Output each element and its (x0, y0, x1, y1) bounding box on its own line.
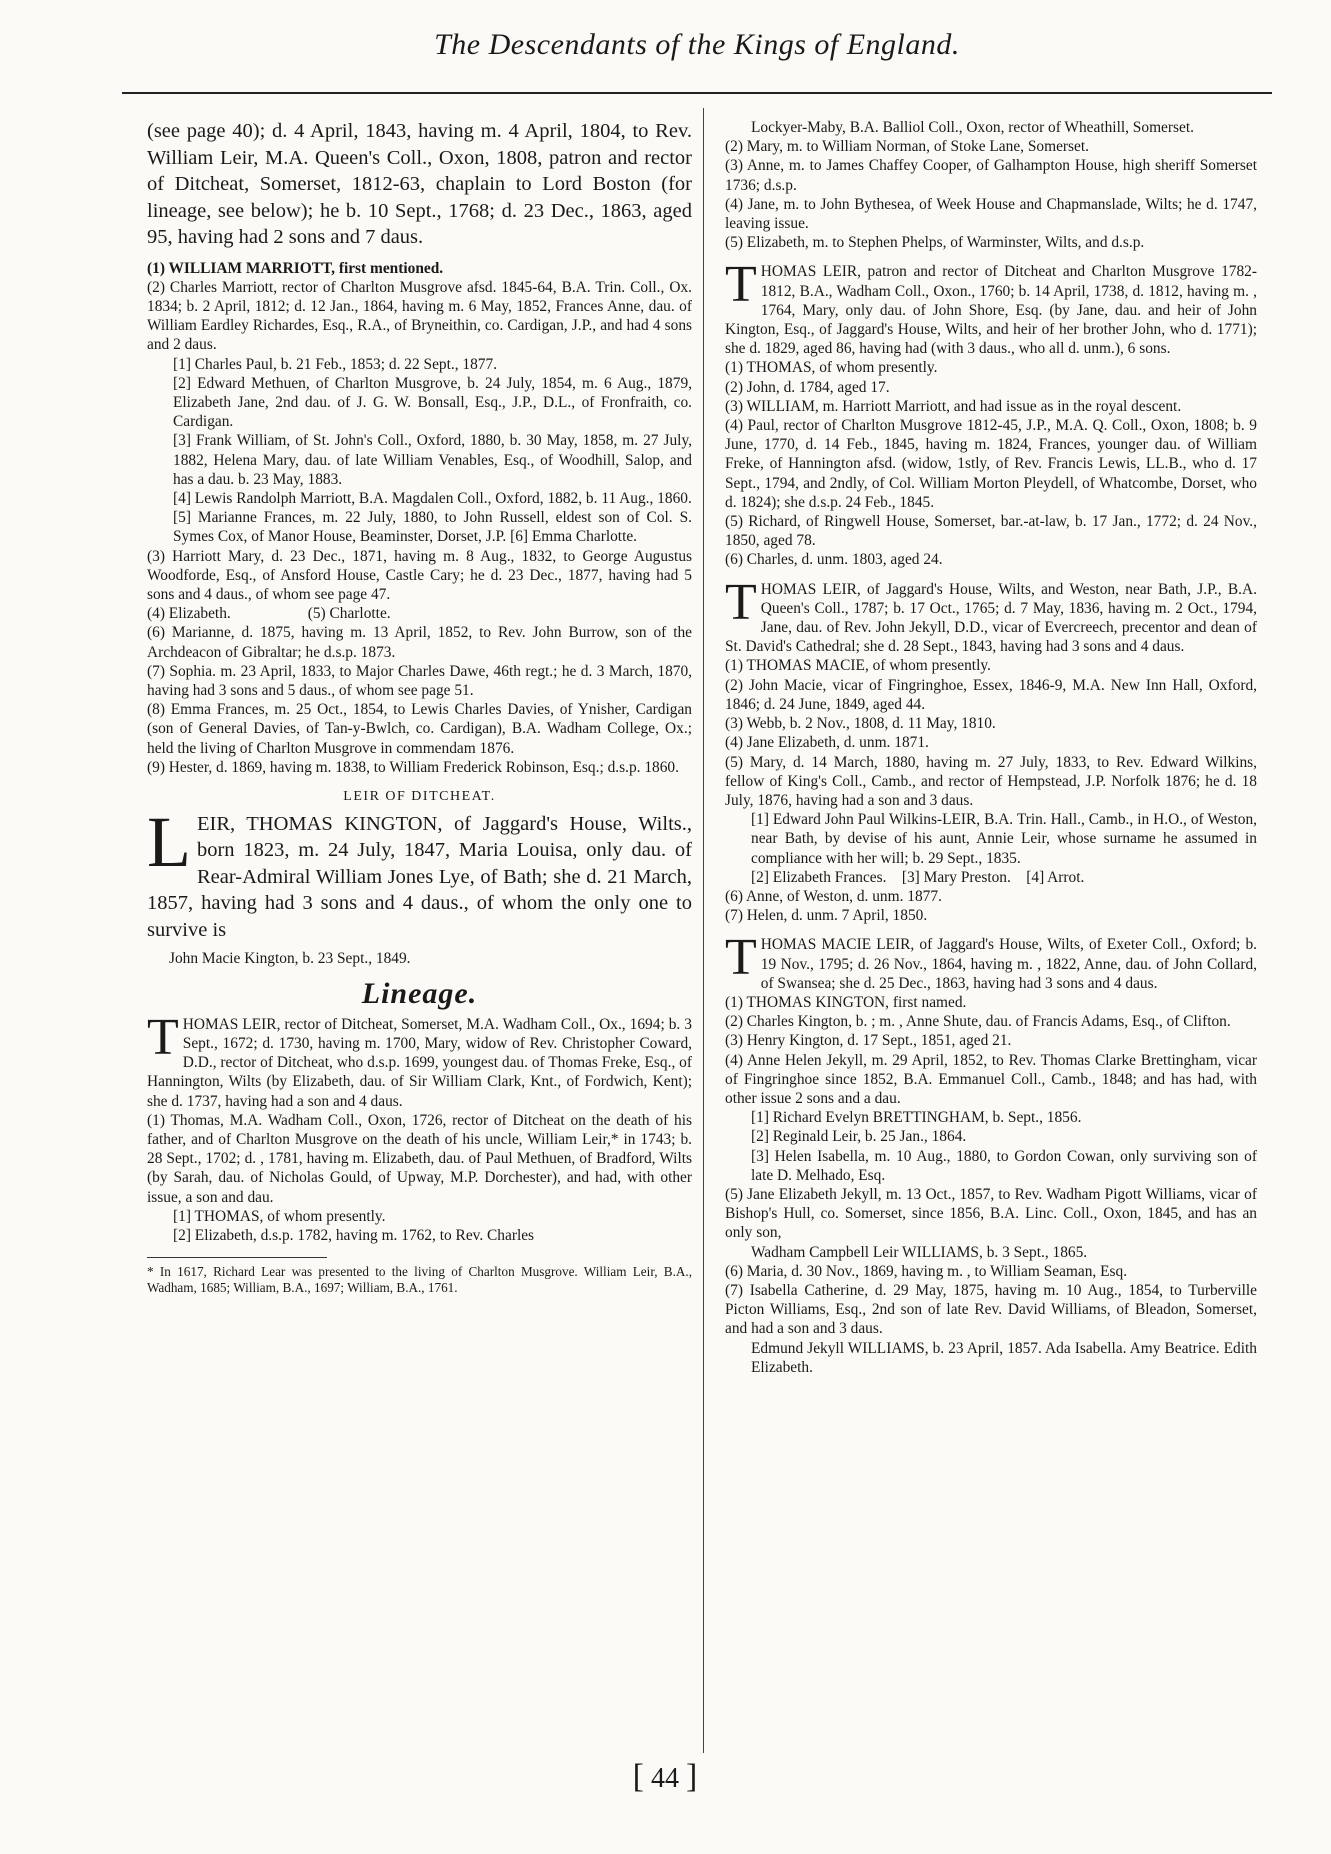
list-item: (1) WILLIAM MARRIOTT, first mentioned. (147, 259, 444, 277)
list-item: (2) Mary, m. to William Norman, of Stoke Lane, Somerset. (725, 138, 1089, 156)
list-item: (3) WILLIAM, m. Harriott Marriott, and had issue as in the royal descent. (725, 397, 1182, 415)
list-item: (5) Elizabeth, m. to Stephen Phelps, of Warminster, Wilts, and d.s.p. (725, 234, 1145, 252)
list-item: (3) Webb, b. 2 Nov., 1808, d. 11 May, 1810. (725, 715, 996, 733)
list-item: (5) Richard, of Ringwell House, Somerset, bar.-at-law, b. 17 Jan., 1772; d. 24 Nov., 1850, aged 78. (725, 513, 1257, 550)
list-item: [2] Edward Methuen, of Charlton Musgrove, b. 24 July, 1854, m. 6 Aug., 1879, Elizabeth Jane, 2nd dau. of J. G. W. Bonsall, Esq., J.P., D.L., of Fronfraith, co. Cardigan. (173, 374, 692, 431)
intro-paragraph: (see page 40); d. 4 April, 1843, having m. 4 April, 1804, to Rev. William Leir, M.A. Queen's Coll., Oxon, 1808, patron and rector of Ditcheat, Somerset, 1812-63, chaplain to Lord Boston (for lineage, see below); he b. 10 Sept., 1768; d. 23 Dec., 1863, aged 95, having had 2 sons and 7 daus. (147, 120, 692, 248)
list-item: Edmund Jekyll WILLIAMS, b. 23 April, 1857. Ada Isabella. Amy Beatrice. Edith Elizabeth. (751, 1339, 1257, 1376)
list-item: (2) Charles Marriott, rector of Charlton Musgrove afsd. 1845-64, B.A. Trin. Coll., Ox. 1834; b. 2 April, 1812; d. 12 Jan., 1864, having m. 6 May, 1852, Frances Anne, dau. of William Eardley Richardes, Esq., R.A., of Bryneithin, co. Cardigan, J.P., and had 4 sons and 2 daus. (147, 278, 692, 354)
bracket-right: ] (686, 1758, 698, 1795)
list-item: (4) Elizabeth. (5) Charlotte. (147, 605, 391, 623)
footnote: * In 1617, Richard Lear was presented to the living of Charlton Musgrove. William Leir, B.A., Wadham, 1685; William, B.A., 1697; William, B.A., 1761. (147, 1264, 692, 1295)
list-item: (6) Charles, d. unm. 1803, aged 24. (725, 551, 943, 569)
list-item: (1) THOMAS MACIE, of whom presently. (725, 657, 991, 675)
footnote-rule (147, 1257, 327, 1258)
list-item: (6) Anne, of Weston, d. unm. 1877. (725, 887, 942, 905)
list-item: (1) THOMAS KINGTON, first named. (725, 993, 967, 1011)
list-item: [2] Elizabeth, d.s.p. 1782, having m. 1762, to Rev. Charles (173, 1226, 535, 1244)
list-item: (7) Helen, d. unm. 7 April, 1850. (725, 907, 928, 925)
list-item: (5) Jane Elizabeth Jekyll, m. 13 Oct., 1857, to Rev. Wadham Pigott Williams, vicar of Bishop's Hull, co. Somerset, since 1856, B.A. Linc. Coll., Oxon, 1845, and has an only son, (725, 1185, 1257, 1242)
list-item: (1) Thomas, M.A. Wadham Coll., Oxon, 1726, rector of Ditcheat on the death of his father, and of Charlton Musgrove on the death of his uncle, William Leir,* in 1743; b. 28 Sept., 1702; d. , 1781, having m. Elizabeth, dau. of Paul Methuen, of Bradford, Wilts (by Sarah, dau. of Nicholas Gould, of Upway, M.P. Dorchester), and had, with other issue, a son and dau. (147, 1111, 692, 1206)
list-item: [2] Elizabeth Frances. [3] Mary Preston. [4] Arrot. (751, 868, 1085, 886)
header-rule (122, 92, 1272, 94)
right-column (725, 118, 1257, 1377)
list-item: [1] THOMAS, of whom presently. (173, 1207, 386, 1225)
list-item: (4) Jane, m. to John Bythesea, of Week House and Chapmanslade, Wilts; he d. 1747, leaving issue. (725, 195, 1257, 233)
lineage-paragraph: THOMAS LEIR, rector of Ditcheat, Somerset, M.A. Wadham Coll., Ox., 1694; b. 3 Sept., 1672; d. 1730, having m. 1700, Mary, widow of Rev. Christopher Coward, D.D., rector of Ditcheat, who d.s.p. 1699, youngest dau. of Thomas Freke, Esq., of Hannington, Wilts (by Elizabeth, dau. of Sir William Clark, Knt., of Fordwich, Kent); she d. 1737, having had a son and 4 daus. (147, 1008, 692, 1110)
list-item: Wadham Campbell Leir WILLIAMS, b. 3 Sept., 1865. (751, 1243, 1088, 1261)
list-item: (5) Mary, d. 14 March, 1880, having m. 27 July, 1833, to Rev. Edward Wilkins, fellow of King's Coll., Camb., and rector of Hempstead, J.P. Norfolk 1876; he d. 18 July, 1876, having had a son and 3 daus. (725, 753, 1257, 809)
list-item: (2) John, d. 1784, aged 17. (725, 378, 890, 396)
list-item: (6) Marianne, d. 1875, having m. 13 April, 1852, to Rev. John Burrow, son of the Archdeacon of Gibraltar; he d.s.p. 1873. (147, 624, 692, 661)
list-item: [3] Helen Isabella, m. 10 Aug., 1880, to Gordon Cowan, only surviving son of late D. Melhado, Esq. (751, 1147, 1257, 1184)
list-item: (4) Anne Helen Jekyll, m. 29 April, 1852, to Rev. Thomas Clarke Brettingham, vicar of Fingringhoe since 1852, B.A. Emmanuel Coll., Camb., 1848; and has had, with other issue 2 sons and a dau. (725, 1051, 1257, 1107)
list-item: (8) Emma Frances, m. 25 Oct., 1854, to Lewis Charles Davies, of Ynisher, Cardigan (son of General Davies, of Tan-y-Bwlch, co. Cardigan), B.A. Wadham College, Ox.; held the living of Charlton Musgrove in commendam 1876. (147, 701, 692, 757)
page-number-value: 44 (651, 1763, 679, 1794)
bracket-left: [ (632, 1758, 644, 1795)
list-item: (2) John Macie, vicar of Fingringhoe, Essex, 1846-9, M.A. New Inn Hall, Oxford, 1846; d. 24 June, 1849, aged 44. (725, 676, 1257, 713)
main-entry: LEIR, THOMAS KINGTON, of Jaggard's House, Wilts., born 1823, m. 24 July, 1847, Maria Louisa, only dau. of Rear-Admiral William Jones Lye, of Bath; she d. 21 March, 1857, having had 3 sons and 4 daus., of whom the only one to survive is (147, 801, 692, 941)
lineage-title: Lineage. (361, 976, 478, 1010)
list-item: (2) Charles Kington, b. ; m. , Anne Shute, dau. of Francis Adams, Esq., of Clifton. (725, 1013, 1231, 1031)
survivor: John Macie Kington, b. 23 Sept., 1849. (169, 950, 411, 968)
generation-paragraph: THOMAS LEIR, patron and rector of Ditcheat and Charlton Musgrove 1782-1812, B.A., Wadham Coll., Oxon., 1760; b. 14 April, 1738, d. 1812, having m. , 1764, Mary, only dau. of John Shore, Esq. (by Jane, dau. and heir of John Kington, Esq., of Jaggard's House, Wilts, and heir of her brother John, who d. 1771); she d. 1829, aged 86, having had (with 3 daus., who all d. unm.), 6 sons. (725, 256, 1257, 358)
list-item: [1] Charles Paul, b. 21 Feb., 1853; d. 22 Sept., 1877. (173, 355, 498, 373)
list-item: (3) Harriott Mary, d. 23 Dec., 1871, having m. 8 Aug., 1832, to George Augustus Woodforde, Esq., of Ansford House, Castle Cary; he d. 23 Dec., 1877, having had 5 sons and 4 daus., of whom see page 47. (147, 547, 692, 603)
list-item: (9) Hester, d. 1869, having m. 1838, to William Frederick Robinson, Esq.; d.s.p. 1860. (147, 758, 679, 776)
page-number (610, 1758, 720, 1796)
list-item: (7) Sophia. m. 23 April, 1833, to Major Charles Dawe, 46th regt.; he d. 3 March, 1870, having had 3 sons and 5 daus., of whom see page 51. (147, 662, 692, 699)
column-divider (703, 108, 704, 1753)
list-item: (3) Anne, m. to James Chaffey Cooper, of Galhampton House, high sheriff Somerset 1736; d.s.p. (725, 157, 1257, 194)
continuation-text: Lockyer-Maby, B.A. Balliol Coll., Oxon, rector of Wheathill, Somerset. (751, 119, 1194, 136)
list-item: [3] Frank William, of St. John's Coll., Oxford, 1880, b. 30 May, 1858, m. 27 July, 1882, Helena Mary, dau. of late William Venables, Esq., of Woodhill, Salop, and has a dau. b. 23 May, 1883. (173, 432, 692, 488)
list-item: (1) THOMAS, of whom presently. (725, 359, 938, 377)
list-item: [1] Edward John Paul Wilkins-LEIR, B.A. Trin. Hall., Camb., in H.O., of Weston, near Bath, by devise of his aunt, Annie Leir, whose surname he assumed in compliance with her will; b. 29 Sept., 1835. (751, 811, 1257, 867)
generation-paragraph: THOMAS MACIE LEIR, of Jaggard's House, Wilts, of Exeter Coll., Oxford; b. 19 Nov., 1795; d. 26 Nov., 1864, having m. , 1822, Anne, dau. of John Collard, of Swansea; she d. 25 Dec., 1863, having had 3 sons and 4 daus. (725, 929, 1257, 992)
list-item: (7) Isabella Catherine, d. 29 May, 1875, having m. 10 Aug., 1854, to Turberville Picton Williams, Esq., 2nd son of late Rev. David Williams, of Bleadon, Somerset, and had a son and 3 daus. (725, 1281, 1257, 1338)
generation-paragraph: THOMAS LEIR, of Jaggard's House, Wilts, and Weston, near Bath, J.P., B.A. Queen's Coll., 1787; b. 17 Oct., 1765; d. 7 May, 1836, having m. 2 Oct., 1794, Jane, dau. of Rev. John Jekyll, D.D., vicar of Evercreech, precentor and dean of St. David's Cathedral; she d. 28 Sept., 1843, having had 3 sons and 4 daus. (725, 573, 1257, 656)
list-item: [4] Lewis Randolph Marriott, B.A. Magdalen Coll., Oxford, 1882, b. 11 Aug., 1860. (173, 489, 692, 507)
list-item: [1] Richard Evelyn BRETTINGHAM, b. Sept., 1856. (751, 1109, 1082, 1127)
list-item: [5] Marianne Frances, m. 22 July, 1880, to John Russell, eldest son of Col. S. Symes Cox, of Manor House, Beaminster, Dorset, J.P. [6] Emma Charlotte. (173, 509, 692, 546)
running-header: The Descendants of the Kings of England. (434, 28, 960, 61)
list-item: (3) Henry Kington, d. 17 Sept., 1851, aged 21. (725, 1032, 1012, 1050)
list-item: [2] Reginald Leir, b. 25 Jan., 1864. (751, 1128, 967, 1146)
section-title: LEIR OF DITCHEAT. (343, 788, 496, 804)
left-column (147, 118, 692, 1295)
list-item: (4) Paul, rector of Charlton Musgrove 1812-45, J.P., M.A. Q. Coll., Oxon, 1808; b. 9 June, 1770, d. 14 Feb., 1845, having m. 1824, Frances, younger dau. of William Freke, of Hannington afsd. (widow, 1stly, of Rev. Francis Lewis, LL.B., who d. 17 Sept., 1794, and 2ndly, of Col. William Morton Pleydell, of Whatcombe, Dorset, who d. 1824); she d.s.p. 24 Feb., 1845. (725, 417, 1257, 511)
list-item: (6) Maria, d. 30 Nov., 1869, having m. , to William Seaman, Esq. (725, 1262, 1128, 1280)
list-item: (4) Jane Elizabeth, d. unm. 1871. (725, 734, 929, 752)
